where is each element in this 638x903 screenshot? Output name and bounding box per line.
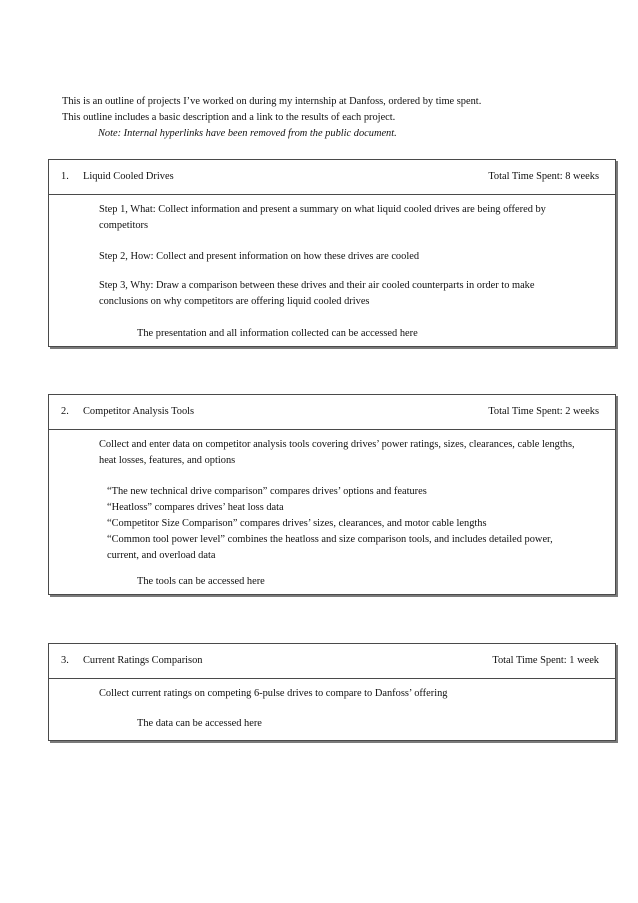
project-1-header bbox=[49, 160, 615, 195]
project-1-step-1: Step 1, What: Collect information and present a summary on what liquid cooled drives are being offered by competitors bbox=[99, 204, 546, 231]
project-1-number: 1. bbox=[61, 171, 69, 182]
intro-line-1: This is an outline of projects I’ve worked on during my internship at Danfoss, ordered by time spent. bbox=[62, 96, 482, 107]
project-2-title: Competitor Analysis Tools bbox=[83, 406, 195, 417]
intro-note: Note: Internal hyperlinks have been removed from the public document. bbox=[98, 128, 397, 139]
project-1-step-2: Step 2, How: Collect and present information on how these drives are cooled bbox=[99, 251, 420, 262]
project-3-number: 3. bbox=[61, 655, 69, 666]
tool-item: “The new technical drive comparison” compares drives’ options and features bbox=[107, 486, 427, 497]
project-2-box bbox=[48, 394, 616, 595]
tool-item: “Common tool power level” combines the heatloss and size comparison tools, and includes detailed power, current, and overload data bbox=[107, 534, 553, 561]
project-3-box bbox=[48, 643, 616, 741]
project-1-link[interactable]: The presentation and all information collected can be accessed here bbox=[137, 328, 418, 339]
tool-item: “Competitor Size Comparison” compares drives’ sizes, clearances, and motor cable lengths bbox=[107, 518, 487, 529]
project-3-link[interactable]: The data can be accessed here bbox=[137, 718, 262, 729]
project-2-tool-list bbox=[107, 484, 577, 564]
project-2-number: 2. bbox=[61, 406, 69, 417]
project-2-time: Total Time Spent: 2 weeks bbox=[488, 406, 599, 417]
intro-line-2: This outline includes a basic description and a link to the results of each project. bbox=[62, 112, 396, 123]
project-2-header bbox=[49, 395, 615, 430]
project-2-description: Collect and enter data on competitor analysis tools covering drives’ power ratings, sizes, clearances, cable lengths, heat losses, features, and options bbox=[99, 439, 575, 466]
project-3-time: Total Time Spent: 1 week bbox=[492, 655, 599, 666]
intro bbox=[62, 94, 622, 142]
project-1-step-3: Step 3, Why: Draw a comparison between these drives and their air cooled counterparts in order to make conclusions on why competitors are offering liquid cooled drives bbox=[99, 280, 535, 307]
project-3-title: Current Ratings Comparison bbox=[83, 655, 203, 666]
project-3-description: Collect current ratings on competing 6-pulse drives to compare to Danfoss’ offering bbox=[99, 688, 448, 699]
project-2-link[interactable]: The tools can be accessed here bbox=[137, 576, 265, 587]
tool-item: “Heatloss” compares drives’ heat loss data bbox=[107, 502, 284, 513]
project-3-header bbox=[49, 644, 615, 679]
project-1-time: Total Time Spent: 8 weeks bbox=[488, 171, 599, 182]
project-1-title: Liquid Cooled Drives bbox=[83, 171, 174, 182]
project-1-box bbox=[48, 159, 616, 347]
